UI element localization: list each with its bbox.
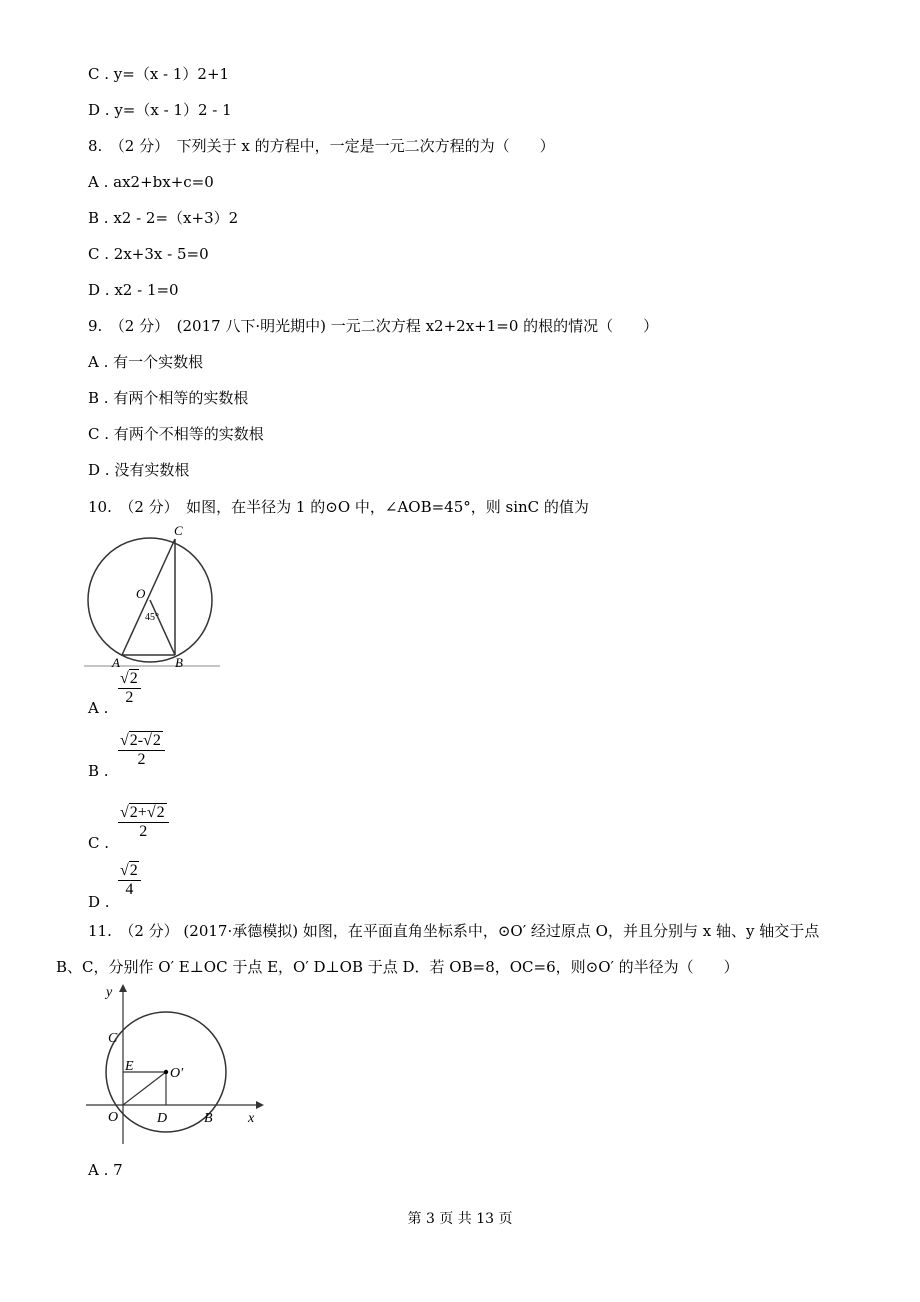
label-o: O	[108, 1110, 119, 1125]
option-a-q10-label: A .	[88, 699, 109, 717]
question-8: 8. （2 分） 下列关于 x 的方程中，一定是一元二次方程的为（ ）	[88, 137, 555, 155]
option-a-q8: A . ax2+bx+c=0	[88, 173, 214, 191]
segment-ob	[150, 600, 175, 655]
option-c-q7: C . y=（x - 1）2+1	[88, 65, 230, 83]
x-axis-arrow-icon	[256, 1101, 264, 1109]
option-b-q10-fraction: $\frac{√2-√2}{2}$	[118, 732, 165, 769]
figure-q11-coordinate	[86, 984, 266, 1146]
label-d: D	[157, 1111, 168, 1126]
option-c-q10-fraction: $\frac{√2+√2}{2}$	[118, 804, 169, 841]
question-11-line-2: B、C，分别作 O′ E⊥OC 于点 E，O′ D⊥OB 于点 D．若 OB=8，OC=6，则⊙O′ 的半径为（ ）	[56, 958, 739, 976]
option-b-q9: B . 有两个相等的实数根	[88, 389, 249, 407]
option-a-q11: A . 7	[88, 1161, 123, 1179]
label-angle: 45°	[145, 612, 159, 623]
option-d-q8: D . x2 - 1=0	[88, 281, 179, 299]
label-o-prime: O′	[170, 1066, 184, 1081]
option-b-q8: B . x2 - 2=（x+3）2	[88, 209, 239, 227]
option-a-q9: A . 有一个实数根	[88, 353, 204, 371]
segment-o-o-prime	[123, 1072, 166, 1105]
question-10: 10. （2 分） 如图，在半径为 1 的⊙O 中，∠AOB=45°，则 sinC 的值为	[88, 498, 589, 516]
option-d-q9: D . 没有实数根	[88, 461, 190, 479]
label-o: O	[136, 586, 146, 601]
option-c-q8: C . 2x+3x - 5=0	[88, 245, 209, 263]
label-x: x	[248, 1111, 255, 1126]
label-a: A	[112, 655, 120, 670]
question-9: 9. （2 分） (2017 八下·明光期中) 一元二次方程 x2+2x+1=0 的根的情况（ ）	[88, 317, 659, 335]
option-a-q10-fraction: $\frac{√2}{2}$	[118, 670, 141, 707]
center-point	[164, 1070, 168, 1074]
label-c: C	[174, 523, 183, 538]
option-d-q10-label: D .	[88, 893, 110, 911]
option-d-q7: D . y=（x - 1）2 - 1	[88, 101, 232, 119]
option-c-q10-label: C .	[88, 834, 110, 852]
figure-q10-circle	[84, 522, 224, 672]
option-c-q9: C . 有两个不相等的实数根	[88, 425, 264, 443]
label-c: C	[108, 1031, 118, 1046]
page-footer: 第 3 页 共 13 页	[407, 1211, 513, 1227]
label-b: B	[204, 1111, 213, 1126]
option-d-q10-fraction: $\frac{√2}{4}$	[118, 862, 141, 899]
label-y: y	[106, 985, 113, 1000]
label-e: E	[125, 1059, 134, 1074]
y-axis-arrow-icon	[119, 984, 127, 992]
question-11-line-1: 11. （2 分） (2017·承德模拟) 如图，在平面直角坐标系中，⊙O′ 经过原点 O，并且分别与 x 轴、y 轴交于点	[88, 922, 820, 940]
option-b-q10-label: B .	[88, 762, 109, 780]
label-b: B	[175, 655, 183, 670]
